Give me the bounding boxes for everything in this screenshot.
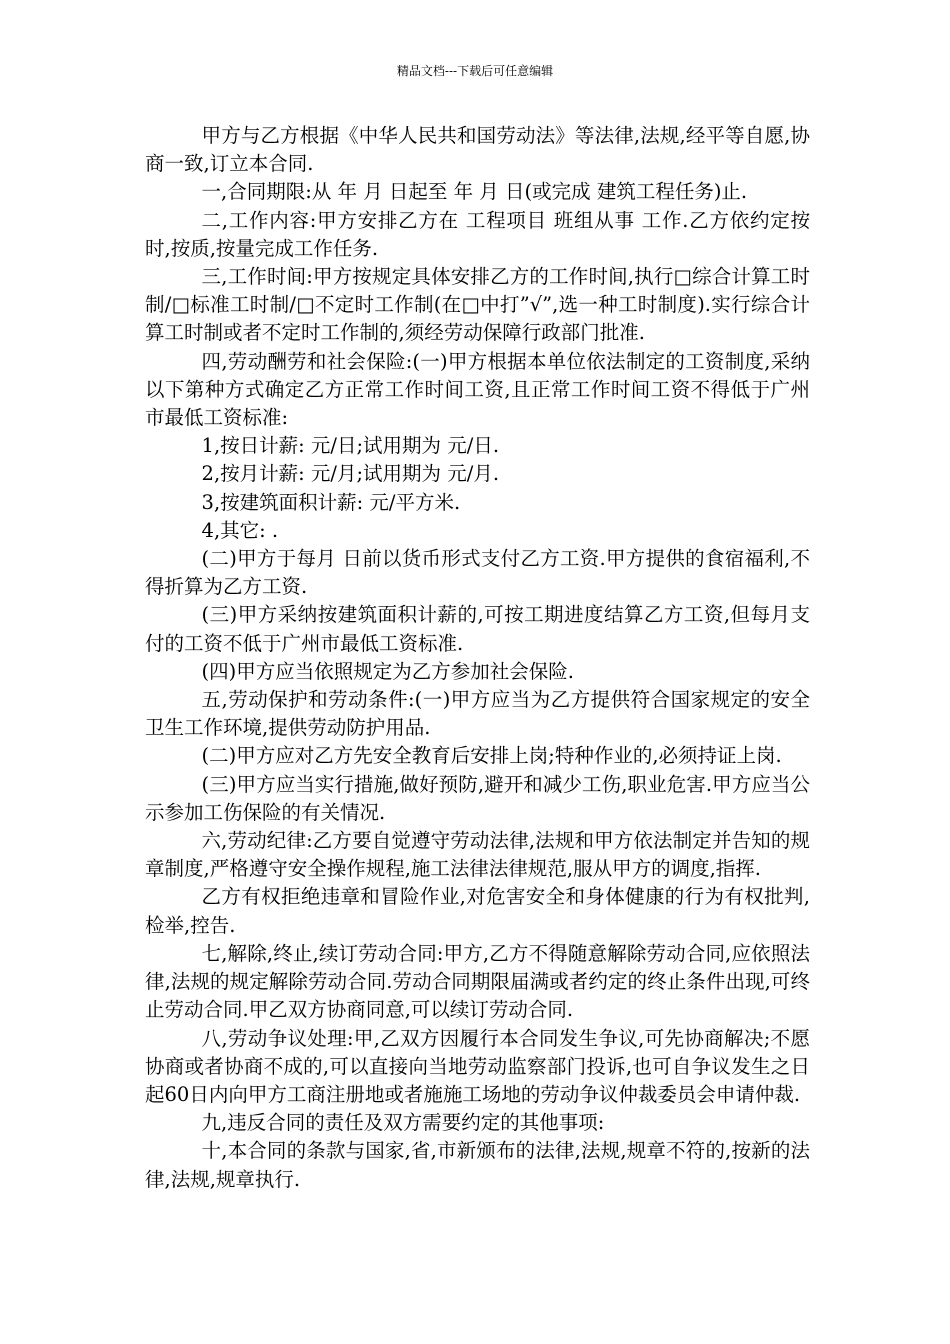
- paragraph-social-insurance: (四)甲方应当依照规定为乙方参加社会保险.: [201, 659, 574, 683]
- paragraph-work-content: 二,工作内容:甲方安排乙方在 工程项目 班组从事 工作.乙方依约定按时,按质,按量完成工作任务.: [145, 208, 810, 260]
- paragraph-injury-prevention: (三)甲方应当实行措施,做好预防,避开和减少工伤,职业危害.甲方应当公示参加工伤保险的有关情况.: [145, 772, 810, 824]
- paragraph-law-change: 十,本合同的条款与国家,省,市新颁布的法律,法规,规章不符的,按新的法律,法规,规章执行.: [145, 1139, 810, 1191]
- paragraph-area-settlement: (三)甲方采纳按建筑面积计薪的,可按工期进度结算乙方工资,但每月支付的工资不低于广州市最低工资标准.: [145, 603, 810, 655]
- paragraph-termination: 七,解除,终止,续订劳动合同:甲方,乙方不得随意解除劳动合同,应依照法律,法规的规定解除劳动合同.劳动合同期限届满或者约定的终止条件出现,可终止劳动合同.甲乙双方协商同意,可以续订劳动合同.: [145, 941, 810, 1022]
- paragraph-labor-discipline: 六,劳动纪律:乙方要自觉遵守劳动法律,法规和甲方依法制定并告知的规章制度,严格遵守安全操作规程,施工法律法律规范,服从甲方的调度,指挥.: [145, 829, 810, 881]
- paragraph-monthly-pay: 2,按月计薪: 元/月;试用期为 元/月.: [201, 462, 500, 486]
- contract-body: [145, 122, 810, 1194]
- paragraph-other-pay: 4,其它: .: [201, 518, 279, 542]
- paragraph-area-pay: 3,按建筑面积计薪: 元/平方米.: [201, 490, 461, 514]
- paragraph-labor-protection: 五,劳动保护和劳动条件:(一)甲方应当为乙方提供符合国家规定的安全卫生工作环境,提供劳动防护用品.: [145, 688, 810, 740]
- paragraph-refuse-risk: 乙方有权拒绝违章和冒险作业,对危害安全和身体健康的行为有权批判,检举,控告.: [145, 885, 810, 937]
- paragraph-dispute: 八,劳动争议处理:甲,乙双方因履行本合同发生争议,可先协商解决;不愿协商或者协商不成的,可以直接向当地劳动监察部门投诉,也可自争议发生之日起60日内向甲方工商注册地或者施施工场地的劳动争议仲裁委员会申请仲裁.: [145, 1026, 810, 1106]
- paragraph-pay-insurance: 四,劳动酬劳和社会保险:(一)甲方根据本单位依法制定的工资制度,采纳以下第种方式确定乙方正常工作时间工资,且正常工作时间工资不得低于广州市最低工资标准:: [145, 349, 810, 430]
- paragraph-pay-date: (二)甲方于每月 日前以货币形式支付乙方工资.甲方提供的食宿福利,不得折算为乙方工资.: [145, 547, 810, 599]
- paragraph-term: 一,合同期限:从 年 月 日起至 年 月 日(或完成 建筑工程任务)止.: [201, 180, 748, 204]
- paragraph-safety-education: (二)甲方应对乙方先安全教育后安排上岗;特种作业的,必须持证上岗.: [201, 744, 782, 768]
- paragraph-preamble: 甲方与乙方根据《中华人民共和国劳动法》等法律,法规,经平等自愿,协商一致,订立本合同.: [145, 124, 810, 176]
- page-header: 精品文档---下载后可任意编辑: [396, 64, 554, 78]
- paragraph-daily-pay: 1,按日计薪: 元/日;试用期为 元/日.: [201, 434, 500, 458]
- paragraph-breach: 九,违反合同的责任及双方需要约定的其他事项:: [201, 1111, 605, 1135]
- paragraph-work-hours: 三,工作时间:甲方按规定具体安排乙方的工作时间,执行□综合计算工时制/□标准工时制/□不定时工作制(在□中打”√”,选一种工时制度).实行综合计算工时制或者不定时工作制的,须经劳动保障行政部门批准.: [145, 265, 810, 345]
